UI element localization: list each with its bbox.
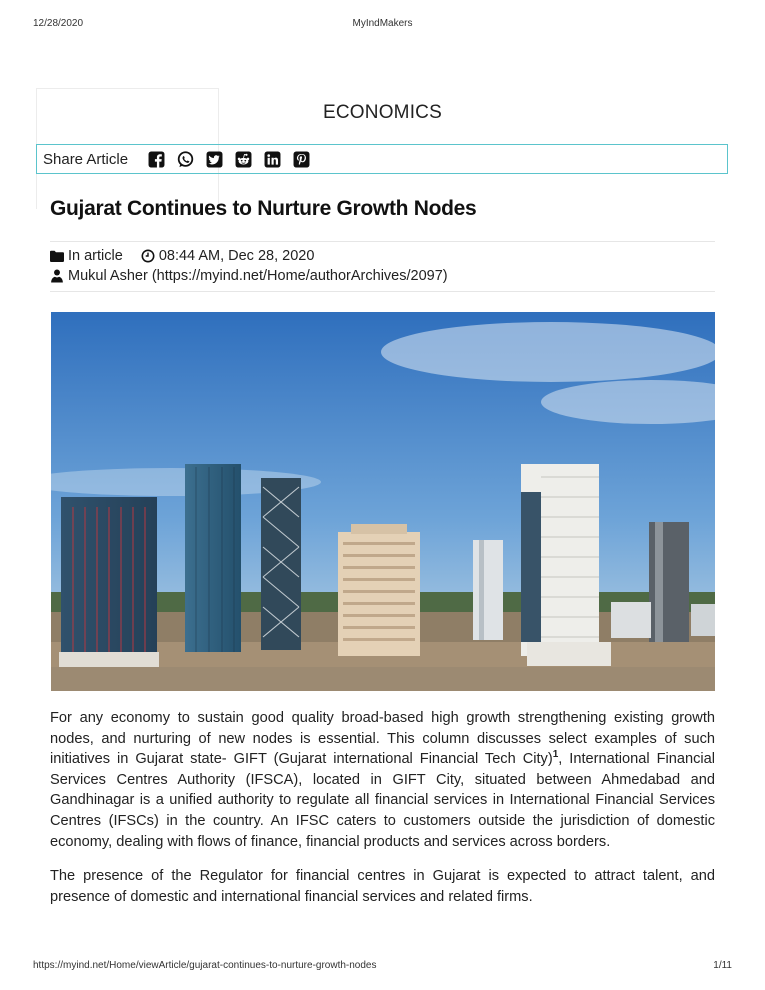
pinterest-icon[interactable] [293, 151, 310, 168]
article-title: Gujarat Continues to Nurture Growth Nodes [50, 197, 477, 220]
article-paragraph-2: The presence of the Regulator for financial centres in Gujarat is expected to attract talent, and presence of domestic and international financial services and related firms. [50, 868, 715, 905]
clock-icon [141, 249, 155, 263]
reddit-icon[interactable] [235, 151, 252, 168]
share-label: Share Article [43, 150, 129, 168]
print-site-name: MyIndMakers [352, 18, 413, 29]
article-paragraph-1: For any economy to sustain good quality broad-based high growth strengthening existing growth nodes, and nurturing of new nodes is essential. This column discusses select examples of such initiatives in Gujarat state- GIFT (Gujarat international Financial Tech City)$^1$, International Financial Services Centres Authority (IFSCA), located in GIFT City, situated between Ahmedabad and Gandhinagar is a unified authority to regulate all financial services in International Financial Services Centres (IFSCs) in the country. An IFSC caters to customers outside the jurisdiction of domestic economy, dealing with flows of finance, financial products and services across borders. [50, 710, 716, 850]
article-type: In article [68, 248, 123, 264]
footnote-marker[interactable]: 1 [552, 749, 559, 761]
print-header [0, 18, 765, 32]
facebook-icon[interactable] [148, 151, 165, 168]
category-label[interactable]: ECONOMICS [323, 102, 442, 123]
print-footer-url: https://myind.net/Home/viewArticle/gujarat-continues-to-nurture-growth-nodes [33, 960, 377, 971]
divider-top [50, 241, 715, 242]
author-link[interactable]: Mukul Asher (https://myind.net/Home/authorArchives/2097) [68, 268, 448, 284]
article-meta-line [50, 248, 314, 264]
share-bar [36, 144, 728, 174]
user-icon [50, 269, 64, 283]
linkedin-icon[interactable] [264, 151, 281, 168]
hero-image-gift-city-skyline [51, 312, 715, 691]
folder-icon [50, 249, 64, 263]
whatsapp-icon[interactable] [177, 151, 194, 168]
article-timestamp: 08:44 AM, Dec 28, 2020 [158, 248, 315, 264]
twitter-icon[interactable] [206, 151, 223, 168]
print-date: 12/28/2020 [33, 18, 84, 29]
page-counter: 1/11 [713, 960, 732, 971]
author-line [50, 268, 448, 284]
divider-bottom [50, 291, 715, 292]
